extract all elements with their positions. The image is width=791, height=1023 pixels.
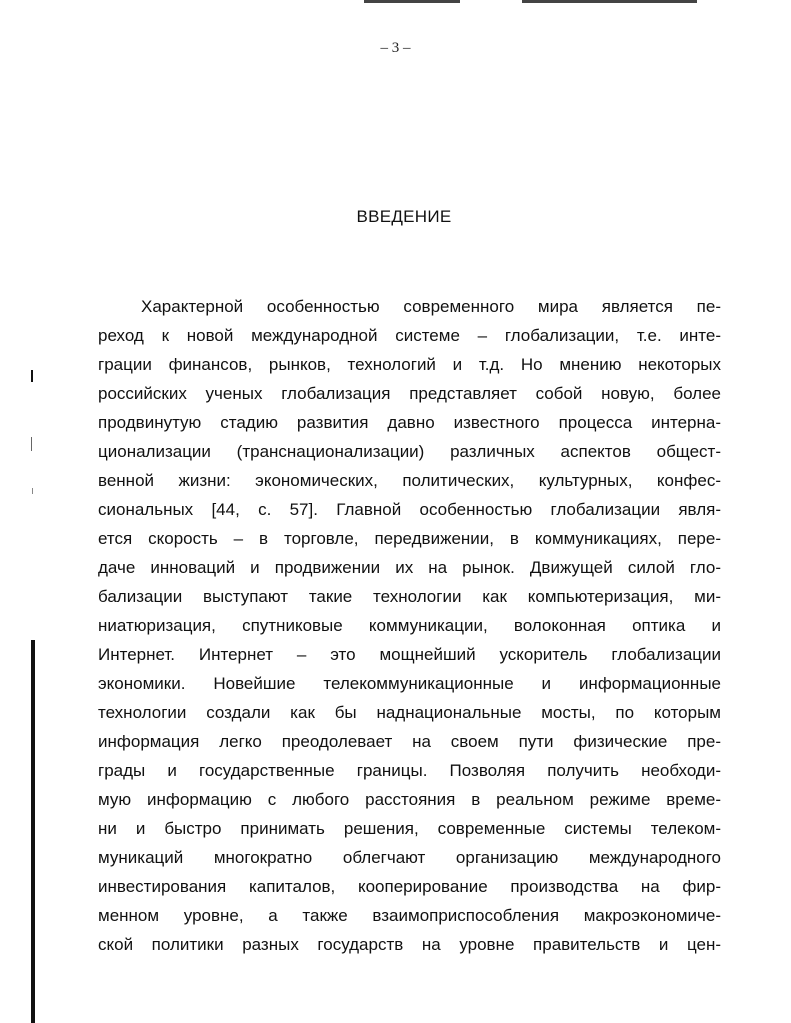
scan-margin-bar xyxy=(31,640,35,1023)
paragraph-line: технологии создали как бы наднациональные мосты, по которым xyxy=(98,703,721,722)
paragraph-line: продвинутую стадию развития давно известного процесса интерна- xyxy=(98,413,721,432)
paragraph-line: Интернет. Интернет – это мощнейший ускоритель глобализации xyxy=(98,645,721,664)
paragraph-line: мую информацию с любого расстояния в реальном режиме време- xyxy=(98,790,721,809)
paragraph-line: ни и быстро принимать решения, современные системы телеком- xyxy=(98,819,721,838)
page-number: – 3 – xyxy=(380,40,411,56)
scan-edge-mark xyxy=(364,0,460,3)
paragraph-line: бализации выступают такие технологии как компьютеризация, ми- xyxy=(98,587,721,606)
section-heading: ВВЕДЕНИЕ xyxy=(356,207,452,226)
paragraph-line: грации финансов, рынков, технологий и т.д. Но мнению некоторых xyxy=(98,355,721,374)
paragraph-line: информация легко преодолевает на своем пути физические пре- xyxy=(98,732,721,751)
paragraph-line: менном уровне, а также взаимоприспособления макроэкономиче- xyxy=(98,906,721,925)
paragraph-line: грады и государственные границы. Позволяя получить необходи- xyxy=(98,761,721,780)
paragraph-line: ской политики разных государств на уровне правительств и цен- xyxy=(98,935,721,954)
paragraph-line: Характерной особенностью современного мира является пе- xyxy=(141,297,721,316)
paragraph-line: экономики. Новейшие телекоммуникационные и информационные xyxy=(98,674,721,693)
paragraph-line: инвестирования капиталов, кооперирование производства на фир- xyxy=(98,877,721,896)
paragraph-line: венной жизни: экономических, политических, культурных, конфес- xyxy=(98,471,721,490)
paragraph-line: российских ученых глобализация представляет собой новую, более xyxy=(98,384,721,403)
scan-margin-mark xyxy=(32,488,33,494)
paragraph-line: муникаций многократно облегчают организацию международного xyxy=(98,848,721,867)
paragraph-line: реход к новой международной системе – глобализации, т.е. инте- xyxy=(98,326,721,345)
paragraph-line: даче инноваций и продвижении их на рынок. Движущей силой гло- xyxy=(98,558,721,577)
body-paragraph xyxy=(98,292,721,959)
paragraph-line: ниатюризация, спутниковые коммуникации, волоконная оптика и xyxy=(98,616,721,635)
paragraph-line: ционализации (транснационализации) различных аспектов общест- xyxy=(98,442,721,461)
scan-margin-mark xyxy=(31,370,33,382)
scan-margin-mark xyxy=(31,437,32,451)
paragraph-line: ется скорость – в торговле, передвижении, в коммуникациях, пере- xyxy=(98,529,721,548)
scan-edge-mark xyxy=(522,0,697,3)
paragraph-line: сиональных [44, с. 57]. Главной особенностью глобализации явля- xyxy=(98,500,721,519)
